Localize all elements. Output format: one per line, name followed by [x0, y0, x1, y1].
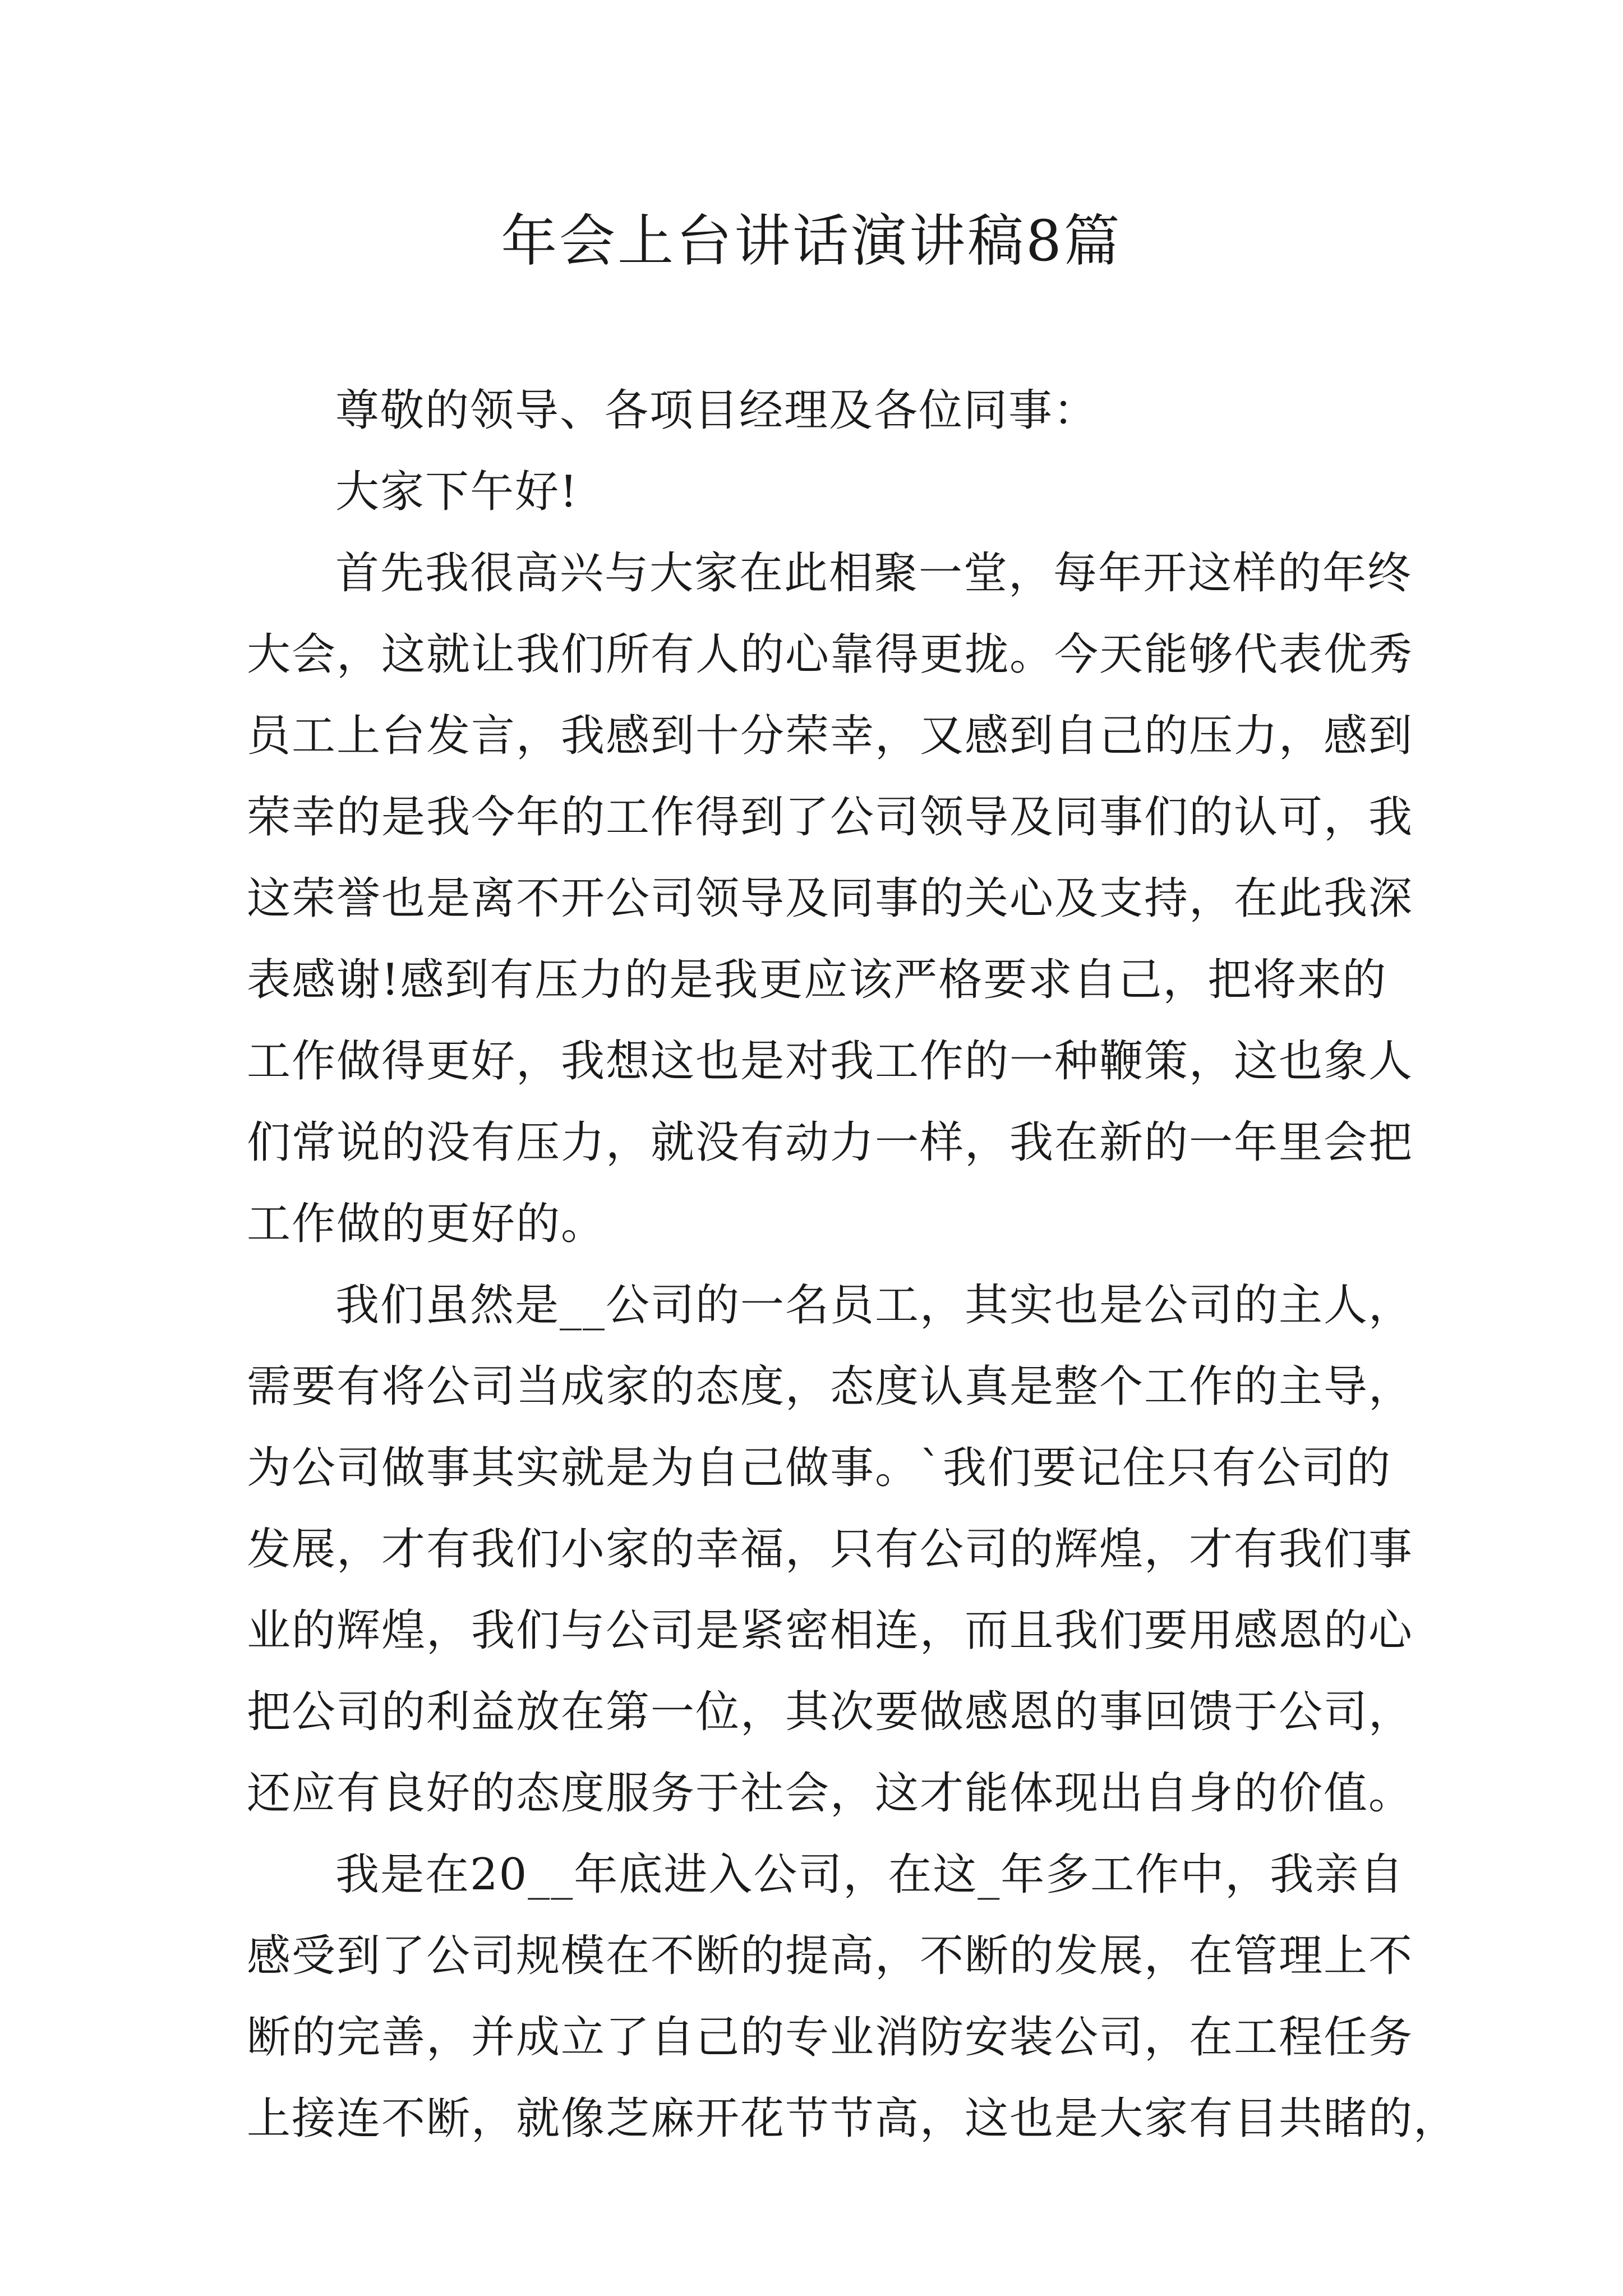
text-line: 业的辉煌，我们与公司是紧密相连，而且我们要用感恩的心 [247, 1605, 1414, 1656]
text-line: 还应有良好的态度服务于社会，这才能体现出自身的价值。 [247, 1768, 1414, 1819]
text-line: 们常说的没有压力，就没有动力一样，我在新的一年里会把 [247, 1117, 1414, 1168]
text-line: 我是在20__年底进入公司，在这_年多工作中，我亲自 [335, 1849, 1405, 1900]
text-line: 为公司做事其实就是为自己做事。`我们要记住只有公司的 [247, 1443, 1392, 1493]
text-line: 工作做的更好的。 [247, 1199, 606, 1249]
text-line: 首先我很高兴与大家在此相聚一堂，每年开这样的年终 [335, 548, 1413, 599]
text-line: 断的完善，并成立了自己的专业消防安装公司，在工程任务 [247, 2012, 1414, 2063]
text-line: 把公司的利益放在第一位，其次要做感恩的事回馈于公司， [247, 1687, 1414, 1737]
text-line: 需要有将公司当成家的态度，态度认真是整个工作的主导， [247, 1361, 1414, 1412]
text-line: 发展，才有我们小家的幸福，只有公司的辉煌，才有我们事 [247, 1524, 1414, 1575]
document-title: 年会上台讲话演讲稿8篇 [501, 208, 1122, 274]
text-line: 荣幸的是我今年的工作得到了公司领导及同事们的认可，我 [247, 792, 1414, 843]
text-line: 表感谢!感到有压力的是我更应该严格要求自己，把将来的 [247, 955, 1387, 1005]
text-line: 员工上台发言，我感到十分荣幸，又感到自己的压力，感到 [247, 711, 1414, 761]
text-line: 大会，这就让我们所有人的心靠得更拢。今天能够代表优秀 [247, 629, 1414, 680]
text-line: 我们虽然是__公司的一名员工，其实也是公司的主人， [335, 1280, 1414, 1331]
text-line: 感受到了公司规模在不断的提高，不断的发展，在管理上不 [247, 1931, 1414, 1981]
text-line: 工作做得更好，我想这也是对我工作的一种鞭策，这也象人 [247, 1036, 1414, 1087]
text-line: 这荣誉也是离不开公司领导及同事的关心及支持，在此我深 [247, 873, 1414, 924]
document-body [247, 370, 1459, 2160]
text-line: 上接连不断，就像芝麻开花节节高，这也是大家有目共睹的， [247, 2093, 1459, 2144]
text-line: 尊敬的领导、各项目经理及各位同事： [335, 385, 1099, 436]
text-line: 大家下午好! [335, 467, 579, 517]
